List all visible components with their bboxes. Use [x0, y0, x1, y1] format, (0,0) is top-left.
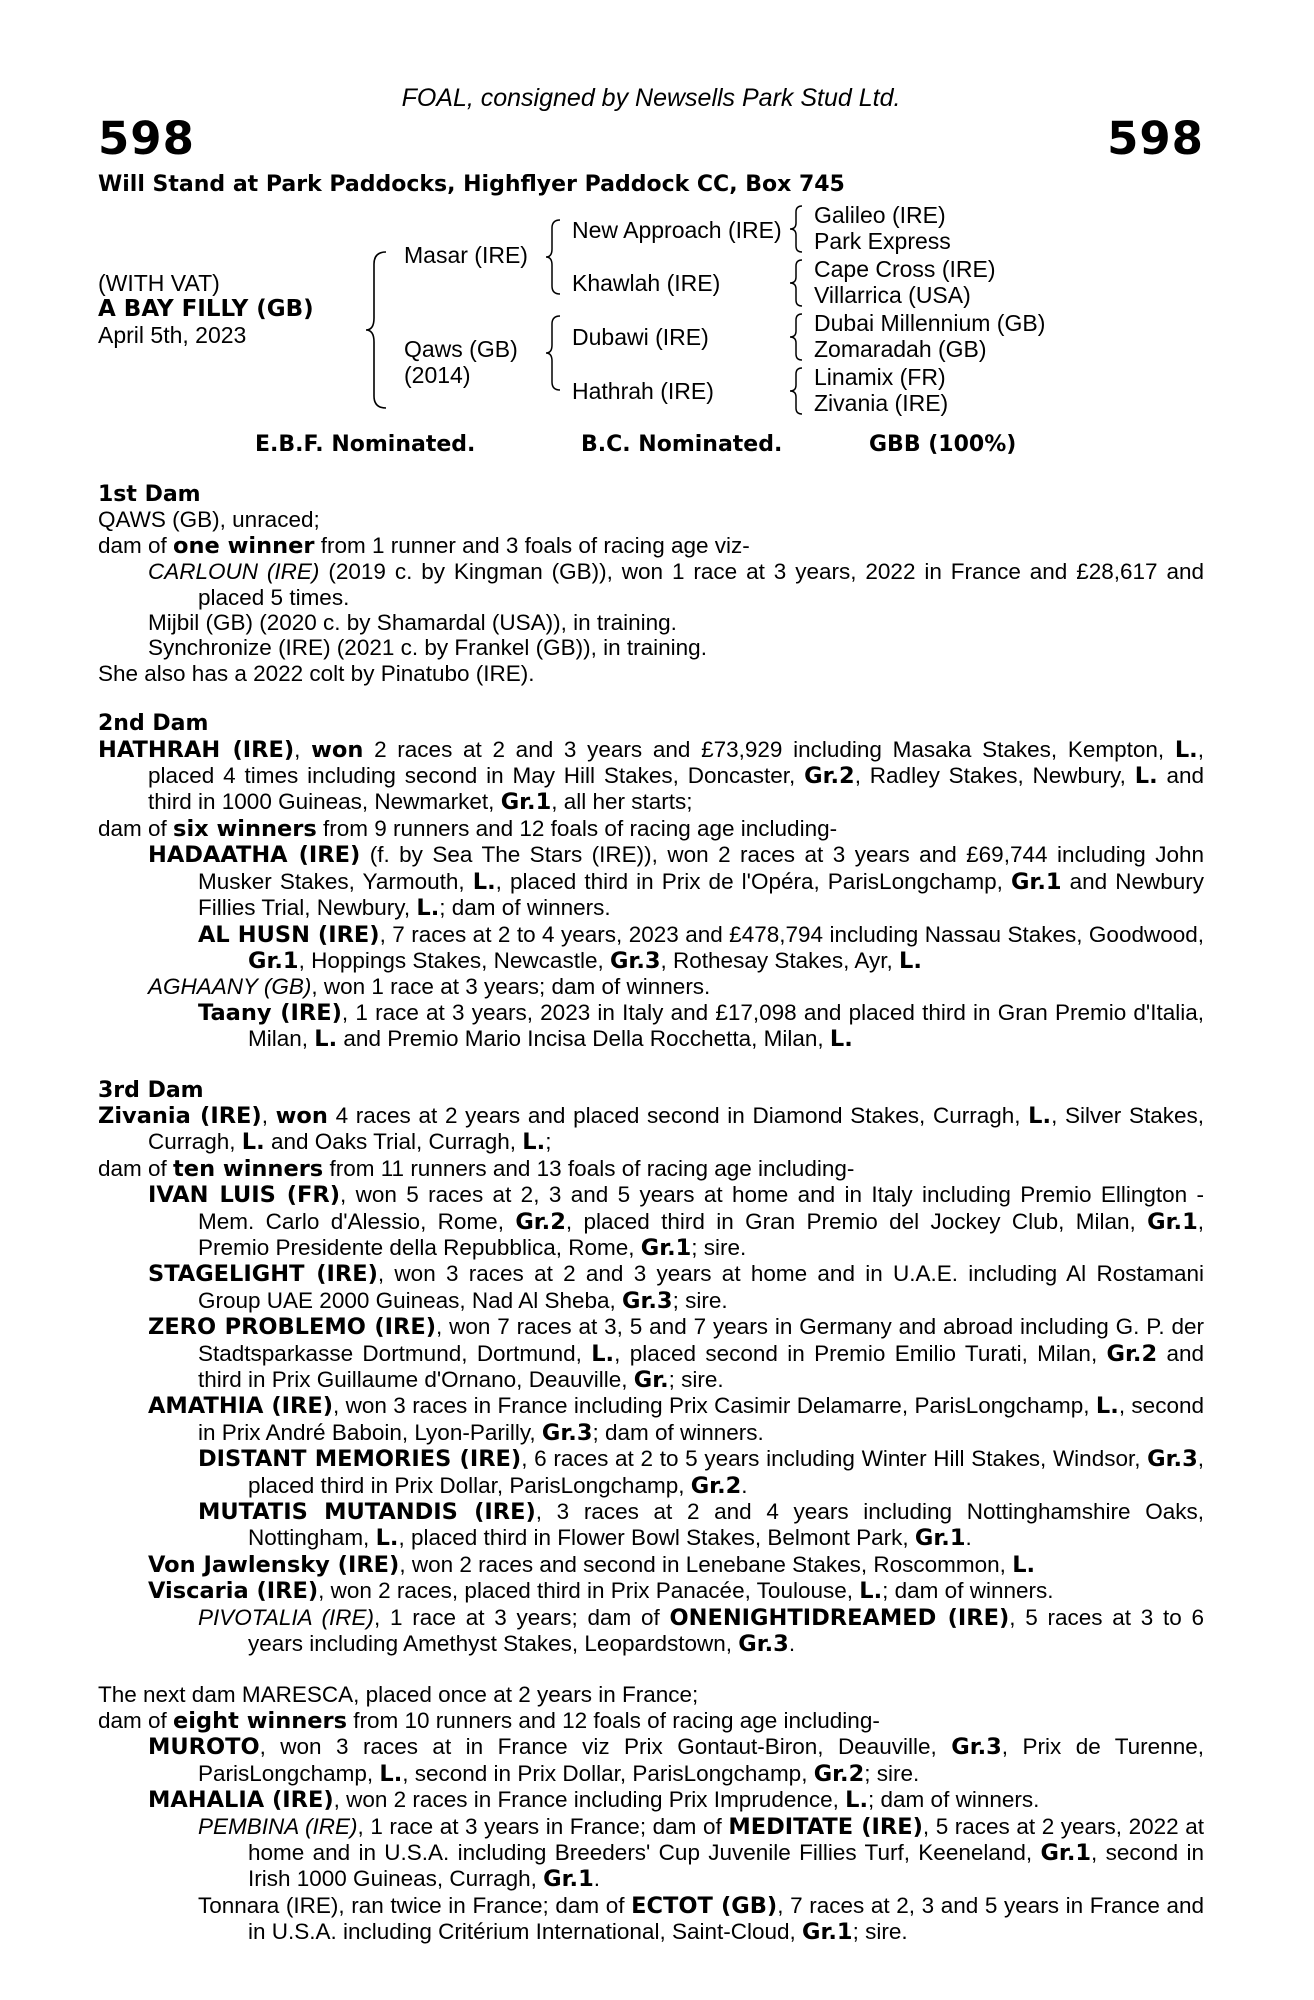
- next-dam-produce-summary: dam of eight winners from 10 runners and 12 foals of racing age including-: [98, 1707, 880, 1734]
- produce-entry: Tonnara (IRE), ran twice in France; dam of ECTOT (GB), 7 races at 2, 3 and 5 years in France and in U.S.A. including Critérium International, Saint-Cloud, Gr.1; sire.: [198, 1892, 1204, 1946]
- produce-entry: MAHALIA (IRE), won 2 races in France including Prix Imprudence, L.; dam of winners.: [148, 1787, 1040, 1814]
- bc-nomination: B.C. Nominated.: [581, 432, 783, 457]
- third-dam-produce-summary: dam of ten winners from 11 runners and 13 foals of racing age including-: [98, 1155, 855, 1182]
- first-dam-note: She also has a 2022 colt by Pinatubo (IRE).: [98, 660, 535, 686]
- gg-1: Galileo (IRE): [814, 202, 946, 228]
- produce-entry: CARLOUN (IRE) (2019 c. by Kingman (GB)), won 1 race at 3 years, 2022 in France and £28,617 and placed 5 times.: [148, 559, 1204, 610]
- dam-year: (2014): [404, 362, 471, 388]
- third-dam-heading: 3rd Dam: [98, 1077, 204, 1103]
- ebf-nomination: E.B.F. Nominated.: [255, 432, 476, 457]
- produce-entry: AL HUSN (IRE), 7 races at 2 to 4 years, 2023 and £478,794 including Nassau Stakes, Goodwood, Gr.1, Hoppings Stakes, Newcastle, Gr.3, Rothesay Stakes, Ayr, L.: [198, 921, 1205, 974]
- pedigree-brace-dam: [544, 314, 566, 392]
- produce-entry: PIVOTALIA (IRE), 1 race at 3 years; dam of ONENIGHTIDREAMED (IRE), 5 races at 3 to 6 years including Amethyst Stakes, Leopardstown, Gr.3.: [198, 1604, 1204, 1658]
- dam-dam: Hathrah (IRE): [572, 378, 714, 404]
- produce-entry: STAGELIGHT (IRE), won 3 races at 2 and 3 years at home and in U.A.E. including Al Rostamani Group UAE 2000 Guineas, Nad Al Sheba, Gr.3; sire.: [148, 1261, 1204, 1314]
- lot-number-right: 598: [1107, 112, 1204, 165]
- second-dam-record: HATHRAH (IRE), won 2 races at 2 and 3 years and £73,929 including Masaka Stakes, Kempton, L., placed 4 times including second in May Hill Stakes, Doncaster, Gr.2, Radley Stakes, Newbury, L. and third in 1000 Guineas, Newmarket, Gr.1, all her starts;: [98, 736, 1204, 816]
- sire-dam: Khawlah (IRE): [572, 270, 721, 296]
- produce-entry: Taany (IRE), 1 race at 3 years, 2023 in Italy and £17,098 and placed third in Gran Premio d'Italia, Milan, L. and Premio Mario Incisa Della Rocchetta, Milan, L.: [198, 999, 1205, 1053]
- gg-7: Linamix (FR): [814, 364, 946, 390]
- gbb-rating: GBB (100%): [869, 432, 1017, 457]
- pedigree-table: [98, 200, 1204, 430]
- lot-name: A BAY FILLY (GB): [98, 296, 314, 322]
- produce-entry: DISTANT MEMORIES (IRE), 6 races at 2 to 5 years including Winter Hill Stakes, Windsor, Gr.3, placed third in Prix Dollar, ParisLongchamp, Gr.2.: [198, 1446, 1204, 1499]
- vat-note: (WITH VAT): [98, 270, 220, 296]
- first-dam-line: QAWS (GB), unraced;: [98, 507, 320, 533]
- consignor-line: FOAL, consigned by Newsells Park Stud Ltd.: [401, 84, 901, 112]
- produce-record: [98, 482, 1204, 1946]
- sire-sire: New Approach (IRE): [572, 217, 782, 243]
- produce-entry: AMATHIA (IRE), won 3 races in France including Prix Casimir Delamarre, ParisLongchamp, L., second in Prix André Baboin, Lyon-Parilly, Gr.3; dam of winners.: [148, 1393, 1204, 1446]
- produce-entry: Viscaria (IRE), won 2 races, placed third in Prix Panacée, Toulouse, L.; dam of winners.: [148, 1578, 1054, 1605]
- produce-entry: PEMBINA (IRE), 1 race at 3 years in France; dam of MEDITATE (IRE), 5 races at 2 years, 2022 at home and in U.S.A. including Breeders' Cup Juvenile Fillies Turf, Keeneland, Gr.1, second in Irish 1000 Guineas, Curragh, Gr.1.: [198, 1813, 1204, 1893]
- produce-entry: MUROTO, won 3 races at in France viz Prix Gontaut-Biron, Deauville, Gr.3, Prix de Turenne, ParisLongchamp, L., second in Prix Dollar, ParisLongchamp, Gr.2; sire.: [148, 1734, 1204, 1787]
- lot-number-left: 598: [98, 112, 195, 165]
- pedigree-brace-main: [364, 250, 394, 410]
- produce-entry: HADAATHA (IRE) (f. by Sea The Stars (IRE)), won 2 races at 3 years and £69,744 including John Musker Stakes, Yarmouth, L., placed third in Prix de l'Opéra, ParisLongchamp, Gr.1 and Newbury Fillies Trial, Newbury, L.; dam of winners.: [148, 842, 1204, 922]
- first-dam-heading: 1st Dam: [98, 482, 201, 507]
- gg-6: Zomaradah (GB): [814, 336, 987, 362]
- dam: Qaws (GB): [404, 336, 518, 362]
- dam-sire: Dubawi (IRE): [572, 324, 709, 350]
- pedigree-brace-sire: [544, 218, 566, 296]
- second-dam-produce-summary: dam of six winners from 9 runners and 12 foals of racing age including-: [98, 815, 838, 842]
- produce-entry: AGHAANY (GB), won 1 race at 3 years; dam of winners.: [148, 974, 711, 1000]
- gg-4: Villarrica (USA): [814, 282, 971, 308]
- produce-entry: Synchronize (IRE) (2021 c. by Frankel (GB)), in training.: [148, 635, 707, 661]
- gg-2: Park Express: [814, 228, 951, 254]
- gg-8: Zivania (IRE): [814, 390, 949, 416]
- produce-entry: Mijbil (GB) (2020 c. by Shamardal (USA)), in training.: [148, 610, 677, 636]
- pedigree-brace-g4: [788, 366, 808, 416]
- third-dam-record: Zivania (IRE), won 4 races at 2 years and placed second in Diamond Stakes, Curragh, L., Silver Stakes, Curragh, L. and Oaks Trial, Curragh, L.;: [98, 1102, 1204, 1156]
- stand-location: Will Stand at Park Paddocks, Highflyer Paddock CC, Box 745: [98, 172, 845, 197]
- produce-entry: IVAN LUIS (FR), won 5 races at 2, 3 and 5 years at home and in Italy including Premio Ellington - Mem. Carlo d'Alessio, Rome, Gr.2, placed third in Gran Premio del Jockey Club, Milan, Gr.1, Premio Presidente della Repubblica, Rome, Gr.1; sire.: [148, 1182, 1205, 1261]
- next-dam-line: The next dam MARESCA, placed once at 2 years in France;: [98, 1682, 699, 1708]
- produce-entry: MUTATIS MUTANDIS (IRE), 3 races at 2 and 4 years including Nottinghamshire Oaks, Nottingham, L., placed third in Flower Bowl Stakes, Belmont Park, Gr.1.: [198, 1499, 1204, 1552]
- pedigree-brace-g2: [788, 258, 808, 308]
- pedigree-brace-g3: [788, 312, 808, 362]
- gg-5: Dubai Millennium (GB): [814, 310, 1046, 336]
- foaling-date: April 5th, 2023: [98, 322, 247, 348]
- first-dam-produce-summary: dam of one winner from 1 runner and 3 foals of racing age viz-: [98, 532, 750, 559]
- pedigree-brace-g1: [788, 204, 808, 254]
- produce-entry: ZERO PROBLEMO (IRE), won 7 races at 3, 5 and 7 years in Germany and abroad including G. P. der Stadtsparkasse Dortmund, Dortmund, L., placed second in Premio Emilio Turati, Milan, Gr.2 and third in Prix Guillaume d'Ornano, Deauville, Gr.; sire.: [148, 1314, 1205, 1393]
- gg-3: Cape Cross (IRE): [814, 256, 996, 282]
- sire: Masar (IRE): [404, 242, 528, 268]
- produce-entry: Von Jawlensky (IRE), won 2 races and second in Lenebane Stakes, Roscommon, L.: [148, 1551, 1036, 1578]
- second-dam-heading: 2nd Dam: [98, 711, 209, 737]
